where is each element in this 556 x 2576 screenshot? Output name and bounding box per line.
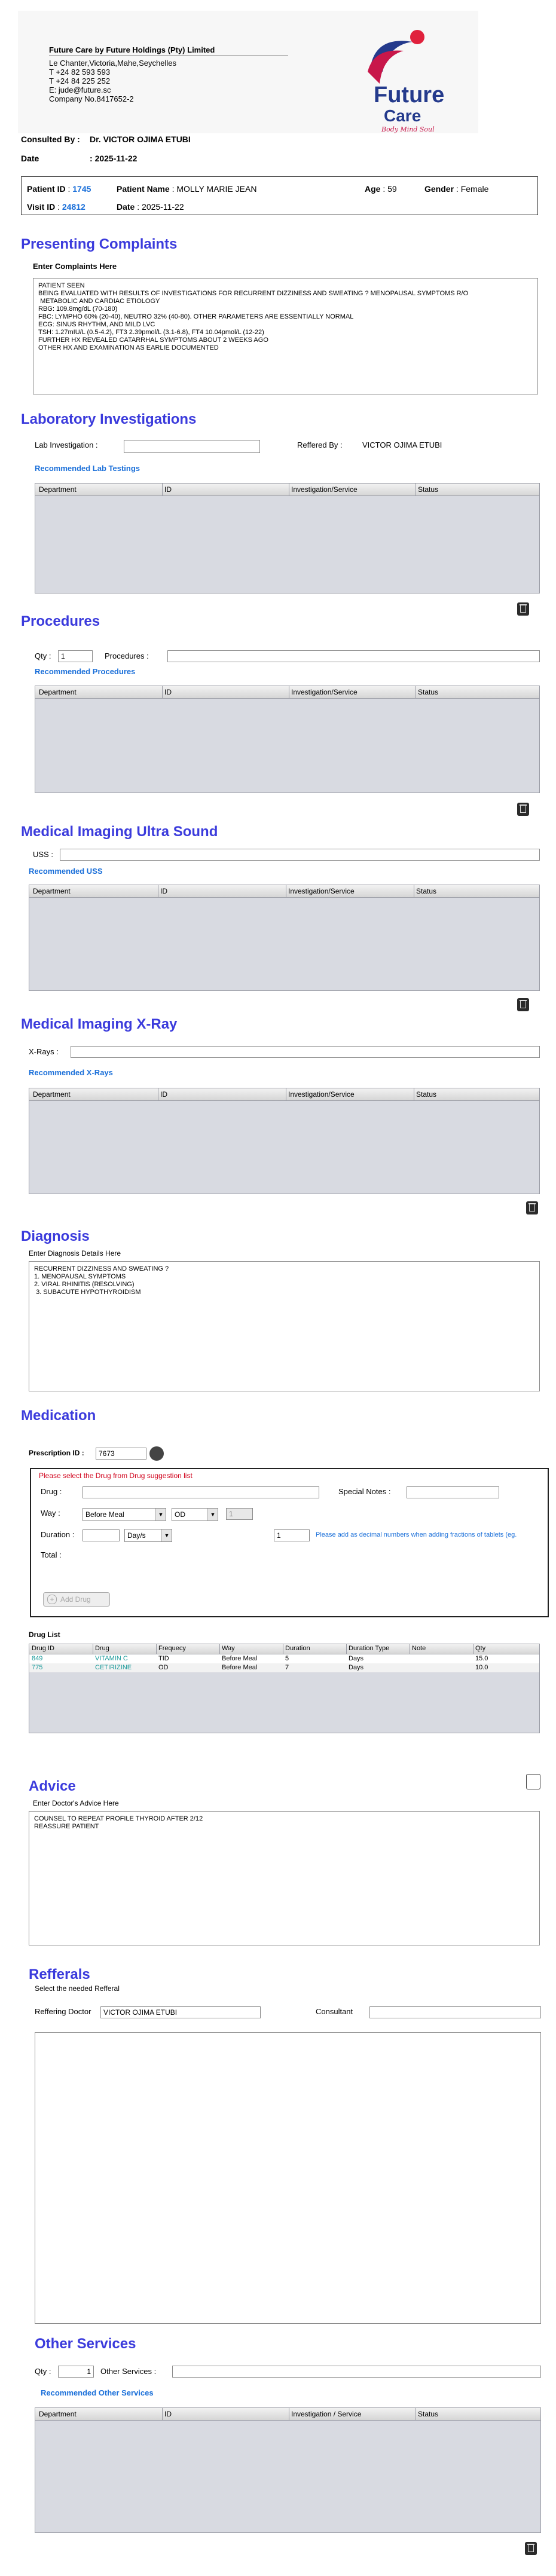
tablets-input[interactable]: 1 bbox=[274, 1529, 310, 1541]
date-value: : 2025-11-22 bbox=[90, 154, 138, 163]
uss-grid bbox=[29, 885, 540, 991]
procedures-label: Procedures : bbox=[105, 651, 149, 660]
col-investigation: Investigation / Service bbox=[291, 2410, 362, 2418]
drug-qty: 10.0 bbox=[475, 1664, 488, 1671]
company-address: Le Chanter,Victoria,Mahe,Seychelles bbox=[49, 59, 176, 68]
drug-list-title: Drug List bbox=[29, 1630, 60, 1639]
col-department: Department bbox=[39, 485, 77, 494]
patient-age: Age : 59 bbox=[365, 184, 397, 194]
other-grid-header bbox=[35, 2408, 540, 2421]
xray-grid-header bbox=[29, 1088, 539, 1101]
col-id: ID bbox=[160, 887, 167, 895]
other-services-input[interactable] bbox=[172, 2366, 541, 2378]
frequency-count: 1 bbox=[226, 1508, 253, 1520]
complaints-subtitle: Enter Complaints Here bbox=[33, 262, 117, 271]
drug-id: 775 bbox=[32, 1664, 43, 1671]
drug-way: Before Meal bbox=[222, 1655, 258, 1662]
other-recommended-link[interactable]: Recommended Other Services bbox=[41, 2388, 154, 2397]
drug-frequency: TID bbox=[158, 1655, 169, 1662]
diagnosis-title: Diagnosis bbox=[21, 1228, 90, 1244]
col-duration: Duration bbox=[285, 1645, 310, 1652]
col-status: Status bbox=[418, 2410, 439, 2418]
procedures-qty-input[interactable]: 1 bbox=[58, 650, 93, 662]
col-note: Note bbox=[412, 1645, 426, 1652]
lab-referred-value: VICTOR OJIMA ETUBI bbox=[362, 440, 442, 449]
col-drug-id: Drug ID bbox=[32, 1645, 54, 1652]
company-tel2: T +24 84 225 252 bbox=[49, 77, 111, 85]
procedures-recommended-link[interactable]: Recommended Procedures bbox=[35, 667, 136, 676]
company-email: E: jude@future.sc bbox=[49, 85, 111, 94]
patient-gender: Gender : Female bbox=[424, 184, 489, 194]
drug-list-header bbox=[29, 1644, 539, 1654]
other-qty-input[interactable]: 1 bbox=[58, 2366, 94, 2378]
duration-label: Duration : bbox=[41, 1530, 75, 1539]
other-services-title: Other Services bbox=[35, 2336, 136, 2352]
consultant-label: Consultant bbox=[316, 2007, 353, 2016]
company-number: Company No.8417652-2 bbox=[49, 94, 134, 103]
logo-tagline: Body Mind Soul bbox=[381, 126, 435, 133]
other-trash-icon[interactable] bbox=[525, 2542, 537, 2555]
visit-date: Date : 2025-11-22 bbox=[117, 202, 184, 212]
drug-name: VITAMIN C bbox=[95, 1655, 128, 1662]
lab-recommended-link[interactable]: Recommended Lab Testings bbox=[35, 464, 140, 473]
chevron-down-icon: ▼ bbox=[155, 1509, 166, 1520]
drug-qty: 15.0 bbox=[475, 1655, 488, 1662]
logo-word-future: Future bbox=[374, 82, 445, 108]
diagnosis-textarea[interactable]: RECURRENT DIZZINESS AND SWEATING ? 1. MENOPAUSAL SYMPTOMS 2. VIRAL RHINITIS (RESOLVING) 3. SUBACUTE HYPOTHYROIDISM bbox=[29, 1261, 540, 1391]
xray-recommended-link[interactable]: Recommended X-Rays bbox=[29, 1068, 113, 1077]
col-status: Status bbox=[418, 485, 439, 494]
uss-title: Medical Imaging Ultra Sound bbox=[21, 824, 218, 840]
advice-title: Advice bbox=[29, 1778, 76, 1794]
lab-investigation-input[interactable] bbox=[124, 440, 260, 453]
medication-title: Medication bbox=[21, 1408, 96, 1424]
frequency-select[interactable]: OD ▼ bbox=[172, 1508, 218, 1521]
complaints-textarea[interactable]: PATIENT SEEN BEING EVALUATED WITH RESULTS OF INVESTIGATIONS FOR RECURRENT DIZZINESS AND SWEATING ? MENOPAUSAL SYMPTOMS R/O METABOLIC AND CARDIAC ETIOLOGY RBG: 109.8mg/dL (70-180) FBC: LYMPHO 60% (20-40), NEUTRO 32% (40-80). OTHER PARAMETERS ARE ESSENTIALLY NORMAL ECG: SINUS RHYTHM, AND MILD LVC TSH: 1.27mIU/L (0.5-4.2), FT3 2.39pmol/L (3.1-6.8), FT4 10.04pmol/L (12-22) FURTHER HX REVEALED CATARRHAL SYMPTOMS ABOUT 2 WEEKS AGO OTHER HX AND EXAMINATION AS EARLIE DOCUMENTED bbox=[33, 278, 538, 394]
xray-title: Medical Imaging X-Ray bbox=[21, 1016, 178, 1032]
uss-input-label: USS : bbox=[33, 850, 53, 859]
advice-subtitle: Enter Doctor's Advice Here bbox=[33, 1799, 119, 1807]
tablets-hint: Please add as decimal numbers when adding fractions of tablets (eg. bbox=[316, 1531, 517, 1538]
procedures-qty-label: Qty : bbox=[35, 651, 51, 660]
drug-id: 849 bbox=[32, 1655, 43, 1662]
drug-duration: 5 bbox=[285, 1655, 289, 1662]
referrals-title: Refferals bbox=[29, 1966, 90, 1983]
col-id: ID bbox=[160, 1090, 167, 1099]
xray-grid bbox=[29, 1088, 540, 1194]
col-investigation: Investigation/Service bbox=[288, 1090, 355, 1099]
lab-title: Laboratory Investigations bbox=[21, 411, 197, 427]
col-duration-type: Duration Type bbox=[349, 1645, 390, 1652]
visit-id: Visit ID : 24812 bbox=[27, 202, 85, 212]
col-status: Status bbox=[416, 887, 437, 895]
prescription-id-input[interactable]: 7673 bbox=[96, 1448, 146, 1460]
drug-frequency: OD bbox=[158, 1664, 169, 1671]
table-row[interactable] bbox=[29, 1654, 539, 1663]
advice-textarea[interactable]: COUNSEL TO REPEAT PROFILE THYROID AFTER 2/12 REASSURE PATIENT bbox=[29, 1811, 540, 1945]
referral-textarea[interactable] bbox=[35, 2032, 541, 2324]
chevron-down-icon: ▼ bbox=[161, 1529, 172, 1541]
col-status: Status bbox=[416, 1090, 437, 1099]
procedures-input[interactable] bbox=[167, 650, 540, 662]
referring-doctor-input[interactable]: VICTOR OJIMA ETUBI bbox=[100, 2006, 261, 2018]
other-services-label: Other Services : bbox=[100, 2367, 157, 2376]
consulted-by-value: Dr. VICTOR OJIMA ETUBI bbox=[90, 134, 191, 144]
col-qty: Qty bbox=[475, 1645, 486, 1652]
uss-recommended-link[interactable]: Recommended USS bbox=[29, 867, 103, 876]
refresh-icon[interactable] bbox=[149, 1446, 164, 1461]
col-department: Department bbox=[33, 1090, 71, 1099]
lab-referred-label: Reffered By : bbox=[297, 440, 343, 449]
complaints-title: Presenting Complaints bbox=[21, 236, 178, 252]
patient-id: Patient ID : 1745 bbox=[27, 184, 91, 194]
special-notes-label: Special Notes : bbox=[338, 1487, 391, 1496]
procedures-trash-icon[interactable] bbox=[517, 803, 529, 816]
date-label: Date bbox=[21, 154, 39, 163]
company-name: Future Care by Future Holdings (Pty) Limited bbox=[49, 45, 215, 54]
table-row[interactable] bbox=[29, 1663, 539, 1672]
xray-input-label: X-Rays : bbox=[29, 1047, 59, 1056]
drug-name: CETIRIZINE bbox=[95, 1664, 132, 1671]
chevron-down-icon: ▼ bbox=[207, 1509, 218, 1520]
drug-input[interactable] bbox=[83, 1486, 319, 1498]
other-services-grid bbox=[35, 2407, 541, 2533]
drug-duration-type: Days bbox=[349, 1664, 364, 1671]
procedures-grid bbox=[35, 686, 540, 793]
col-drug: Drug bbox=[95, 1645, 109, 1652]
logo-word-care: Care bbox=[384, 106, 421, 125]
way-label: Way : bbox=[41, 1509, 60, 1518]
special-notes-input[interactable] bbox=[407, 1486, 499, 1498]
col-id: ID bbox=[164, 485, 172, 494]
lab-grid-header bbox=[35, 484, 539, 496]
drug-label: Drug : bbox=[41, 1487, 62, 1496]
duration-input[interactable] bbox=[83, 1529, 120, 1541]
drug-duration-type: Days bbox=[349, 1655, 364, 1662]
referrals-subtitle: Select the needed Refferal bbox=[35, 1984, 120, 1993]
col-investigation: Investigation/Service bbox=[291, 485, 358, 494]
add-drug-button[interactable]: + Add Drug bbox=[43, 1592, 110, 1607]
consultant-input[interactable] bbox=[369, 2006, 541, 2018]
lab-trash-icon[interactable] bbox=[517, 602, 529, 616]
col-frequency: Frequecy bbox=[158, 1645, 186, 1652]
duration-unit-select[interactable]: Day/s ▼ bbox=[124, 1529, 172, 1542]
prescription-label: Prescription ID : bbox=[29, 1449, 84, 1457]
col-investigation: Investigation/Service bbox=[288, 887, 355, 895]
drug-list-grid bbox=[29, 1644, 540, 1733]
col-way: Way bbox=[222, 1645, 235, 1652]
drug-warning: Please select the Drug from Drug suggestion list bbox=[39, 1471, 193, 1480]
uss-grid-header bbox=[29, 885, 539, 898]
col-status: Status bbox=[418, 688, 439, 696]
uss-input[interactable] bbox=[60, 849, 540, 861]
consulted-by-label: Consulted By : bbox=[21, 134, 80, 144]
diagnosis-subtitle: Enter Diagnosis Details Here bbox=[29, 1249, 121, 1258]
plus-icon: + bbox=[47, 1595, 57, 1604]
col-department: Department bbox=[33, 887, 71, 895]
lab-input-label: Lab Investigation : bbox=[35, 440, 98, 449]
total-label: Total : bbox=[41, 1550, 62, 1559]
col-investigation: Investigation/Service bbox=[291, 688, 358, 696]
procedures-title: Procedures bbox=[21, 613, 100, 629]
advice-trash-icon[interactable] bbox=[526, 1774, 540, 1789]
col-id: ID bbox=[164, 2410, 172, 2418]
drug-way: Before Meal bbox=[222, 1664, 258, 1671]
xray-input[interactable] bbox=[71, 1046, 540, 1058]
way-select[interactable]: Before Meal ▼ bbox=[83, 1508, 166, 1521]
procedures-grid-header bbox=[35, 686, 539, 699]
xray-trash-icon[interactable] bbox=[526, 1201, 538, 1214]
other-qty-label: Qty : bbox=[35, 2367, 51, 2376]
company-tel: T +24 82 593 593 bbox=[49, 68, 111, 77]
future-care-logo bbox=[347, 24, 448, 131]
drug-duration: 7 bbox=[285, 1664, 289, 1671]
lab-grid bbox=[35, 483, 540, 593]
col-id: ID bbox=[164, 688, 172, 696]
uss-trash-icon[interactable] bbox=[517, 998, 529, 1011]
patient-name: Patient Name : MOLLY MARIE JEAN bbox=[117, 184, 257, 194]
col-department: Department bbox=[39, 2410, 77, 2418]
referring-doctor-label: Reffering Doctor bbox=[35, 2007, 91, 2016]
patient-info-box bbox=[21, 176, 538, 215]
col-department: Department bbox=[39, 688, 77, 696]
